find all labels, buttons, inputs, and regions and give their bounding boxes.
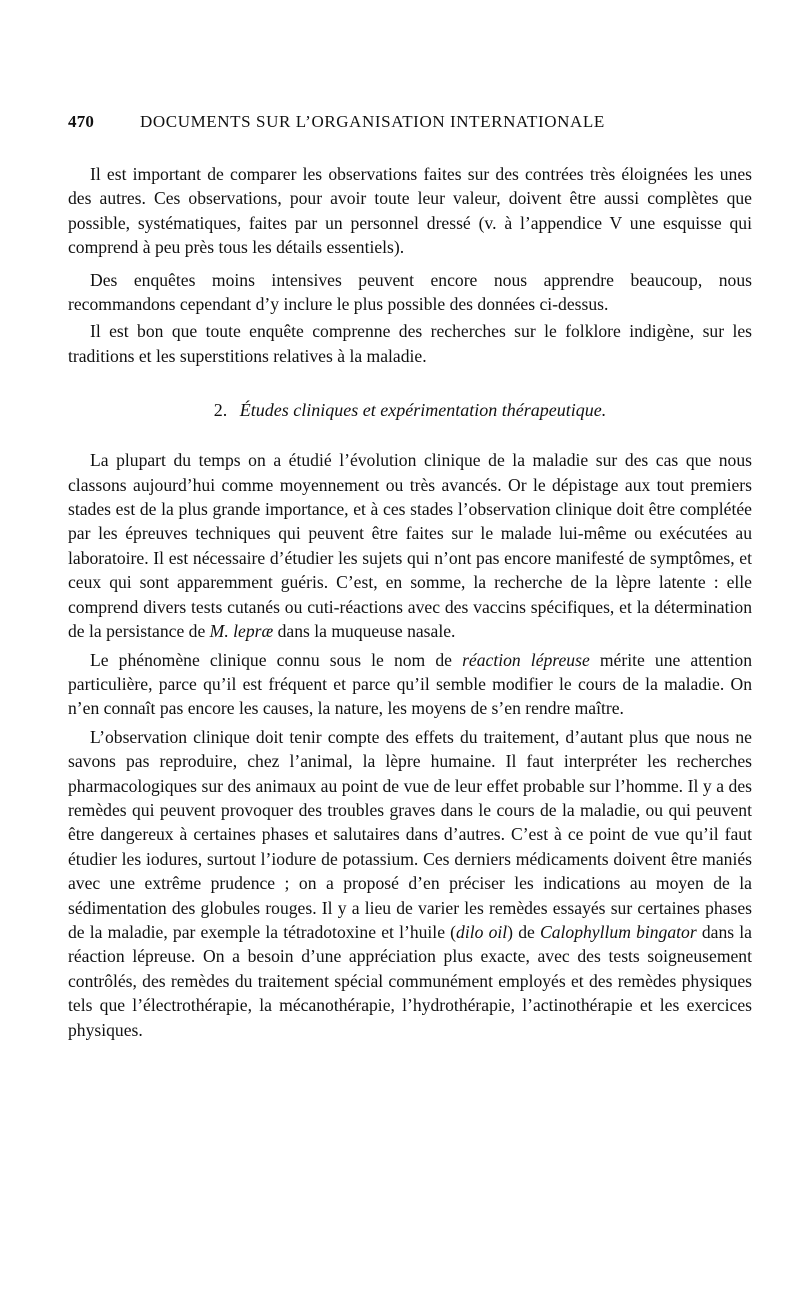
paragraph-leprous-reaction (68, 648, 752, 721)
section-heading (68, 398, 752, 422)
section-title: Études cliniques et expérimentation thérapeutique. (239, 400, 607, 421)
paragraph-leprous-reaction-start: Le phénomène clinique connu sous le nom de (90, 649, 463, 670)
paragraph-clinical-evolution-text: La plupart du temps on a étudié l’évolution clinique de la maladie sur des cas que nous classons aujourd’hui comme moyennement ou très avancés. Or le dépistage aux tout premiers stades est de la plus grande importance, et à ces stades l’observation clinique doit être complétée par les épreuves techniques qui peuvent être faites sur le malade lui-même ou exécutées au laboratoire. Il est nécessaire d’étudier les sujets qui n’ont pas encore manifesté de symptômes, et ceux qui sont apparemment guéris. C’est, en somme, la recherche de la lèpre latente : elle comprend divers tests cutanés ou cuti-réactions avec des vaccins spécifiques, et la détermination de la persistance de (68, 450, 752, 642)
paragraph-folklore: Il est bon que toute enquête comprenne des recherches sur le folklore indigène, sur les traditions et les superstitions relatives à la maladie. (68, 321, 752, 366)
species-name: M. lepræ (209, 621, 274, 642)
paragraph-comparison: Il est important de comparer les observations faites sur des contrées très éloignées les unes des autres. Ces observations, pour avoir toute leur valeur, doivent être aussi complètes que possible, systématiques, faites par un personnel dressé (v. à l’appendice V une esquisse qui comprend à peu près tous les détails essentiels). (68, 164, 752, 258)
page (68, 112, 752, 1042)
oil-name: dilo oil (456, 921, 508, 942)
paragraph-less-intensive-surveys: Des enquêtes moins intensives peuvent encore nous apprendre beaucoup, nous recommandons cependant d’y inclure le plus possible des données ci-dessus. (68, 269, 752, 315)
paragraph-clinical-evolution-end: dans la muqueuse nasale. (273, 621, 456, 642)
running-head-title: DOCUMENTS SUR L’ORGANISATION INTERNATIONALE (140, 112, 605, 131)
leprous-reaction-term: réaction lépreuse (462, 649, 590, 670)
paragraph-treatment-end: dans la réaction lépreuse. On a besoin d’une appréciation plus exacte, avec des tests soigneusement contrôlés, des remèdes du traitement spécial communément employés et des remèdes physiques tels que l’électrothérapie, la mécanothérapie, l’hydrothérapie, l’actinothérapie et les exercices physiques. (68, 921, 752, 1040)
page-number: 470 (68, 112, 95, 131)
paragraph-treatment-start: L’observation clinique doit tenir compte des effets du traitement, d’autant plus que nous ne savons pas reproduire, chez l’animal, la lèpre humaine. Il faut interpréter les recherches pharmacologiques sur des animaux au point de vue de leur effet probable sur l’homme. Il y a des remèdes qui peuvent provoquer des troubles graves dans le cours de la maladie, ou qui peuvent être dangereux à certaines phases et salutaires dans d’autres. C’est à ce point de vue qu’il faut étudier les iodures, surtout l’iodure de potassium. Ces derniers médicaments doivent être maniés avec une extrême prudence ; on a proposé d’en préciser les indications au moyen de la sédimentation des globules rouges. Il y a lieu de varier les remèdes essayés sur certaines phases de la maladie, par exemple la tétradotoxine et l’huile ( (68, 726, 752, 942)
plant-name: Calophyllum bingator (540, 921, 697, 942)
paragraph-treatment-mid: ) de (507, 921, 540, 942)
paragraph-clinical-evolution (68, 448, 752, 643)
section-number: 2. (213, 400, 228, 421)
running-head (68, 112, 752, 140)
paragraph-leprous-reaction-end: mérite une attention particulière, parce qu’il est fréquent et parce qu’il semble modifier le cours de la maladie. On n’en connaît pas encore les causes, la nature, les moyens de s’en rendre maître. (68, 649, 752, 719)
paragraph-treatment-observation (68, 725, 752, 1042)
